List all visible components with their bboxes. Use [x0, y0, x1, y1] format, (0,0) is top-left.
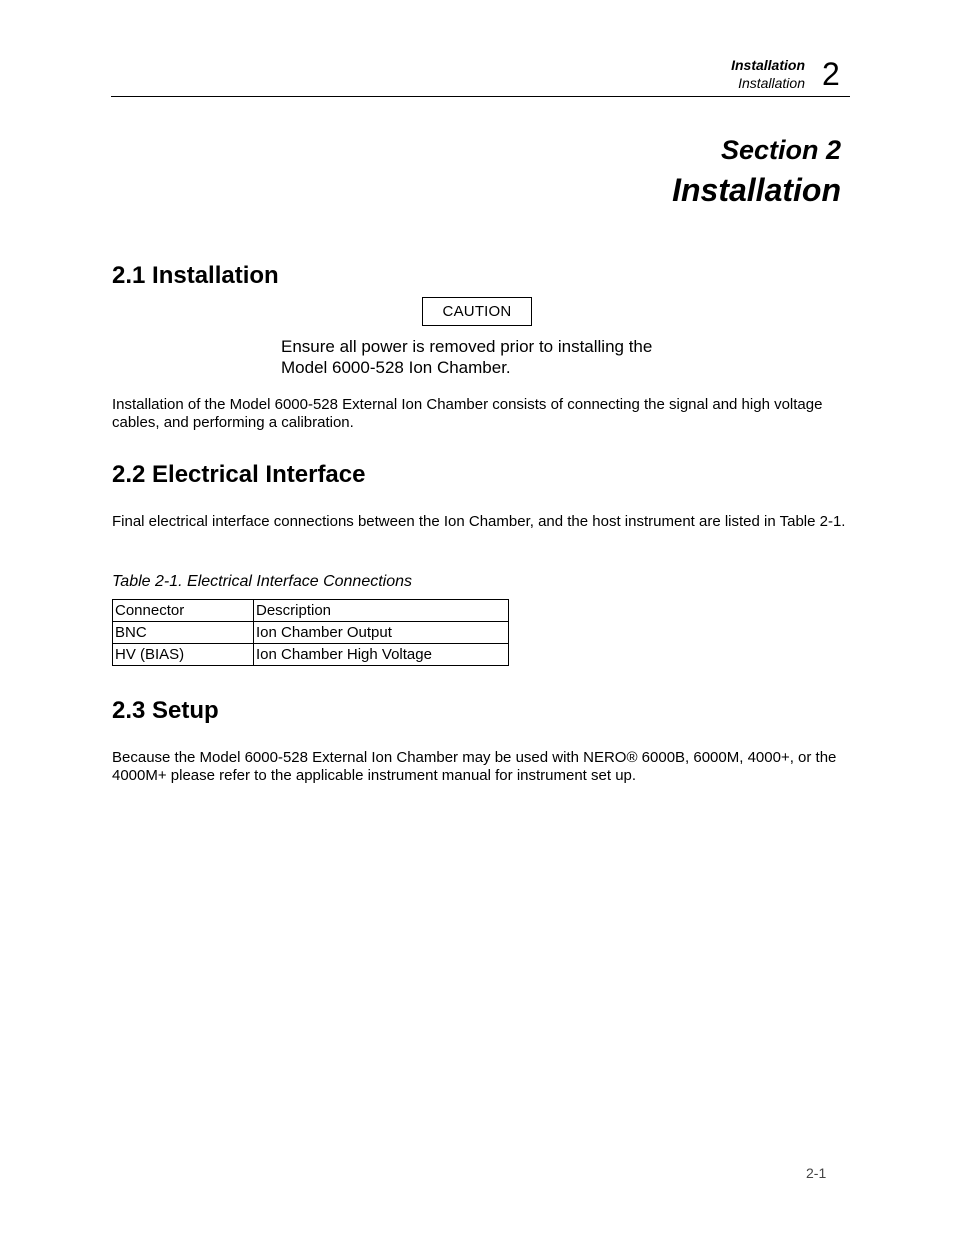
caution-line-2: Model 6000-528 Ion Chamber. [281, 358, 511, 377]
table-cell: Ion Chamber High Voltage [254, 644, 509, 666]
section-number: Section 2 [720, 135, 841, 165]
caution-line-1: Ensure all power is removed prior to installing the [281, 337, 653, 356]
running-header-subtitle: Installation [738, 75, 805, 91]
table-cell: Ion Chamber Output [254, 622, 509, 644]
table-cell: BNC [113, 622, 254, 644]
table-row [113, 644, 509, 666]
running-header-title: Installation [731, 57, 805, 73]
paragraph-2-3: Because the Model 6000-528 External Ion Chamber may be used with NERO® 6000B, 6000M, 4000+, or the 4000M+ please refer to the applicable instrument manual for instrument set up. [112, 749, 837, 784]
section-title: Installation [672, 172, 841, 208]
table-header-cell: Connector [113, 600, 254, 622]
table-header-row [113, 600, 509, 622]
chapter-number: 2 [822, 56, 840, 92]
table-header-cell: Description [254, 600, 509, 622]
paragraph-2-2: Final electrical interface connections between the Ion Chamber, and the host instrument are listed in Table 2-1. [112, 513, 846, 530]
table-cell: HV (BIAS) [113, 644, 254, 666]
heading-2-2: 2.2 Electrical Interface [112, 461, 366, 488]
caution-text [281, 336, 701, 378]
caution-label: CAUTION [422, 297, 532, 326]
heading-2-1: 2.1 Installation [112, 262, 279, 289]
heading-2-3: 2.3 Setup [112, 697, 219, 724]
page-number: 2-1 [806, 1165, 827, 1181]
connections-table [112, 599, 509, 666]
table-caption: Table 2-1. Electrical Interface Connections [112, 573, 413, 590]
header-rule [111, 96, 850, 97]
table-row [113, 622, 509, 644]
paragraph-2-1: Installation of the Model 6000-528 External Ion Chamber consists of connecting the signal and high voltage cables, and performing a calibration. [112, 396, 823, 431]
